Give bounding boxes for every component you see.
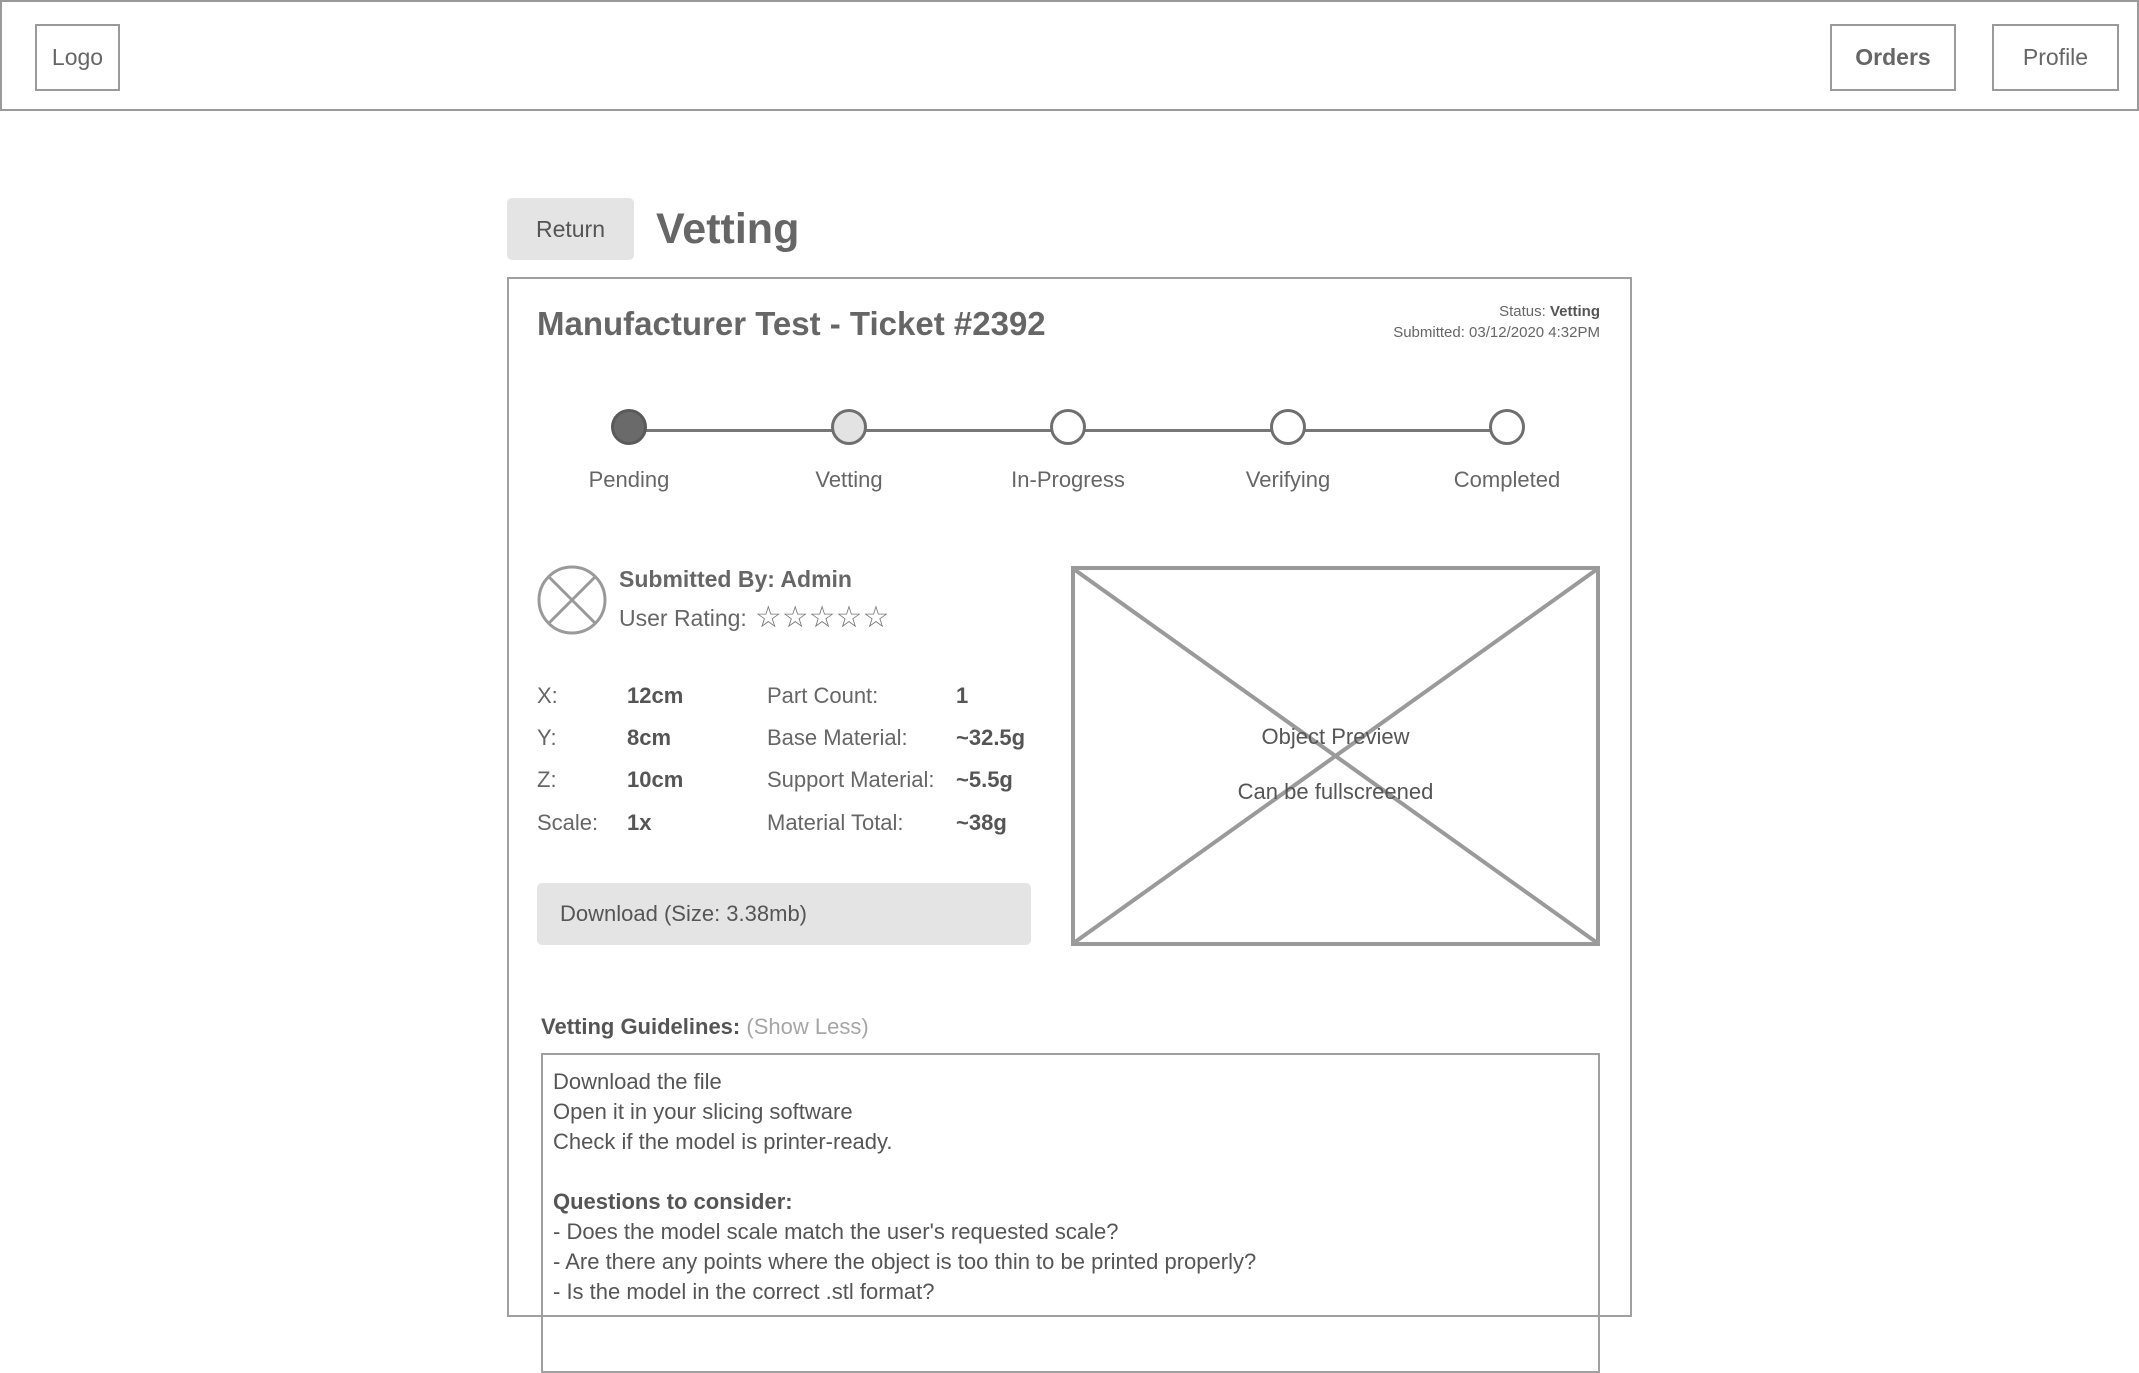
spec-support-material-value: ~5.5g — [956, 767, 1013, 792]
image-placeholder-icon — [1071, 566, 1600, 946]
guideline-question: - Is the model in the correct .stl format? — [553, 1279, 935, 1304]
spec-y-value: 8cm — [627, 725, 672, 750]
guideline-question: - Are there any points where the object is too thin to be printed properly? — [553, 1249, 1257, 1274]
logo[interactable]: Logo — [35, 24, 120, 91]
step-label: Verifying — [1245, 467, 1331, 492]
status-value: Vetting — [1549, 303, 1600, 320]
nav-orders-button[interactable]: Orders — [1830, 24, 1956, 91]
rating-label: User Rating: — [619, 604, 747, 631]
star-icon[interactable]: ☆ — [808, 601, 836, 634]
spec-scale-label: Scale: — [537, 810, 599, 835]
spec-base-material-value: ~32.5g — [956, 725, 1026, 750]
spec-z-label: Z: — [537, 767, 557, 792]
spec-base-material-label: Base Material: — [767, 725, 908, 750]
return-button[interactable]: Return — [507, 198, 634, 260]
preview-subtitle: Can be fullscreened — [1237, 779, 1434, 804]
spec-part-count-label: Part Count: — [767, 683, 879, 708]
show-less-link[interactable]: (Show Less) — [746, 1014, 869, 1039]
step-label: Vetting — [815, 467, 883, 492]
status-line — [1393, 301, 1600, 322]
download-button[interactable]: Download (Size: 3.38mb) — [537, 883, 1031, 945]
submitted-by: Submitted By: Admin — [619, 566, 852, 592]
ticket-title: Manufacturer Test - Ticket #2392 — [537, 305, 1046, 342]
object-preview[interactable] — [1071, 566, 1600, 946]
star-icon[interactable]: ☆ — [835, 601, 863, 634]
ticket-card — [507, 277, 1632, 1317]
guideline-question: - Does the model scale match the user's requested scale? — [553, 1219, 1119, 1244]
spec-x-label: X: — [537, 683, 558, 708]
step-indicator — [611, 409, 647, 445]
step-indicator — [831, 409, 867, 445]
status-label: Status: — [1499, 303, 1546, 320]
submitted-date: Submitted: 03/12/2020 4:32PM — [1393, 324, 1600, 341]
step-in-progress — [968, 409, 1168, 493]
avatar — [537, 565, 607, 635]
page-title: Vetting — [656, 205, 800, 253]
step-vetting — [749, 409, 949, 493]
rating-stars — [755, 603, 890, 633]
spec-material-total-value: ~38g — [956, 810, 1007, 835]
spacer — [553, 1157, 1588, 1187]
spec-y-label: Y: — [537, 725, 557, 750]
step-completed — [1407, 409, 1607, 493]
spec-scale-value: 1x — [627, 810, 652, 835]
step-label: In-Progress — [1011, 467, 1125, 492]
star-icon[interactable]: ☆ — [781, 601, 809, 634]
step-indicator — [1050, 409, 1086, 445]
step-indicator — [1489, 409, 1525, 445]
user-rating — [619, 603, 889, 633]
spec-x-value: 12cm — [627, 683, 684, 708]
step-label: Pending — [588, 467, 670, 492]
spec-z-value: 10cm — [627, 767, 684, 792]
nav-profile-button[interactable]: Profile — [1992, 24, 2119, 91]
step-verifying — [1188, 409, 1388, 493]
ticket-meta — [1393, 301, 1600, 343]
guideline-step: Check if the model is printer-ready. — [553, 1129, 893, 1154]
step-indicator — [1270, 409, 1306, 445]
spec-material-total-label: Material Total: — [767, 810, 904, 835]
top-navbar — [0, 0, 2139, 111]
step-label: Completed — [1453, 467, 1561, 492]
questions-heading: Questions to consider: — [553, 1189, 793, 1214]
guidelines-box — [541, 1053, 1600, 1373]
spec-part-count-value: 1 — [956, 683, 969, 708]
guidelines-title: Vetting Guidelines: — [541, 1014, 741, 1039]
star-icon[interactable]: ☆ — [862, 601, 890, 634]
spec-support-material-label: Support Material: — [767, 767, 935, 792]
guideline-step: Download the file — [553, 1069, 722, 1094]
star-icon[interactable]: ☆ — [754, 601, 782, 634]
preview-title: Object Preview — [1261, 724, 1410, 749]
step-pending — [529, 409, 729, 493]
guideline-step: Open it in your slicing software — [553, 1099, 853, 1124]
guidelines-heading — [541, 1014, 869, 1040]
